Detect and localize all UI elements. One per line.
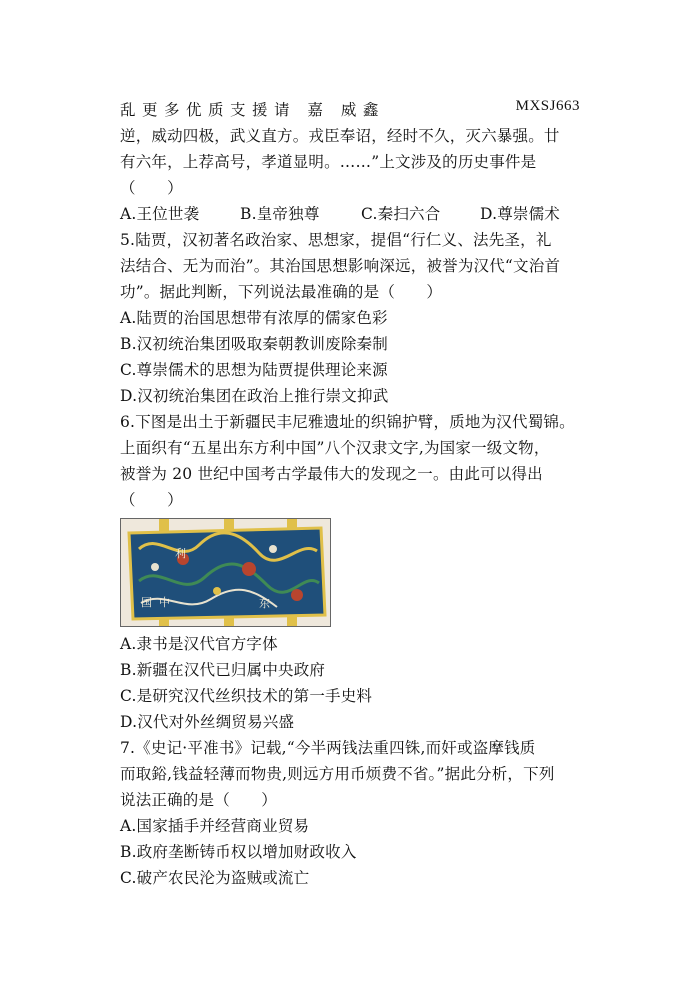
question-text-line: 7.《史记·平准书》记载,“今半两钱法重四铢,而奸或盗摩钱质 [120,739,536,757]
option-a: A.隶书是汉代官方字体 [120,635,278,653]
question-text-line: 6.下图是出土于新疆民丰尼雅遗址的织锦护臂，质地为汉代蜀锦。 [120,413,575,431]
brocade-glyph: 利 [175,547,186,560]
header-code: MXSJ663 [515,98,580,114]
question-7 [120,735,590,891]
option-c: C.尊崇儒术的思想为陆贾提供理论来源 [120,361,388,379]
page-header [120,98,580,120]
question-text-line: （ ） [120,179,183,197]
option-a: A.陆贾的治国思想带有浓厚的儒家色彩 [120,309,388,327]
question-text-line: 说法正确的是（ ） [120,791,278,809]
option-d: D.汉初统治集团在政治上推行崇文抑武 [120,387,389,405]
option-b: B.政府垄断铸币权以增加财政收入 [120,843,357,861]
header-notice: 乱更多优质支援请 嘉 威鑫 [120,101,385,119]
option-d: D.尊崇儒术 [480,205,561,223]
option-row [120,201,590,227]
brocade-glyph: 中 [159,596,170,609]
question-text-line: 法结合、无为而治”。其治国思想影响深远，被誉为汉代“文治首 [120,257,561,275]
document-body [120,123,590,891]
option-c: C.破产农民沦为盗贼或流亡 [120,869,310,887]
question-text-line: 上面织有“五星出东方利中国”八个汉隶文字,为国家一级文物， [120,439,550,457]
brocade-illustration [121,519,330,626]
option-c: C.是研究汉代丝织技术的第一手史料 [120,687,373,705]
question-text-line: （ ） [120,491,183,509]
question-text-line: 有六年，上荐高号，孝道显明。……”上文涉及的历史事件是 [120,153,537,171]
question-text-line: 5.陆贾，汉初著名政治家、思想家，提倡“行仁义、法先圣，礼 [120,231,552,249]
option-b: B.皇帝独尊 [240,205,320,223]
question-text-line: 被誉为 20 世纪中国考古学最伟大的发现之一。由此可以得出 [120,465,543,483]
option-a: A.国家插手并经营商业贸易 [120,817,310,835]
option-c: C.秦扫六合 [361,205,441,223]
question-4 [120,123,590,227]
option-b: B.新疆在汉代已归属中央政府 [120,661,326,679]
question-6 [120,409,590,735]
option-a: A.王位世袭 [120,205,200,223]
brocade-armguard-image [120,518,331,627]
option-b: B.汉初统治集团吸取秦朝教训废除秦制 [120,335,388,353]
question-5 [120,227,590,409]
brocade-glyph: 东 [259,597,270,610]
brocade-glyph: 国 [141,596,152,609]
figure-container [120,513,590,631]
option-d: D.汉代对外丝绸贸易兴盛 [120,713,295,731]
question-text-line: 而取鋊,钱益轻薄而物贵,则远方用币烦费不省。”据此分析，下列 [120,765,555,783]
question-text-line: 功”。据此判断，下列说法最准确的是（ ） [120,283,443,301]
question-text-line: 逆，威动四极，武义直方。戎臣奉诏，经时不久，灭六暴强。廿 [120,127,560,145]
